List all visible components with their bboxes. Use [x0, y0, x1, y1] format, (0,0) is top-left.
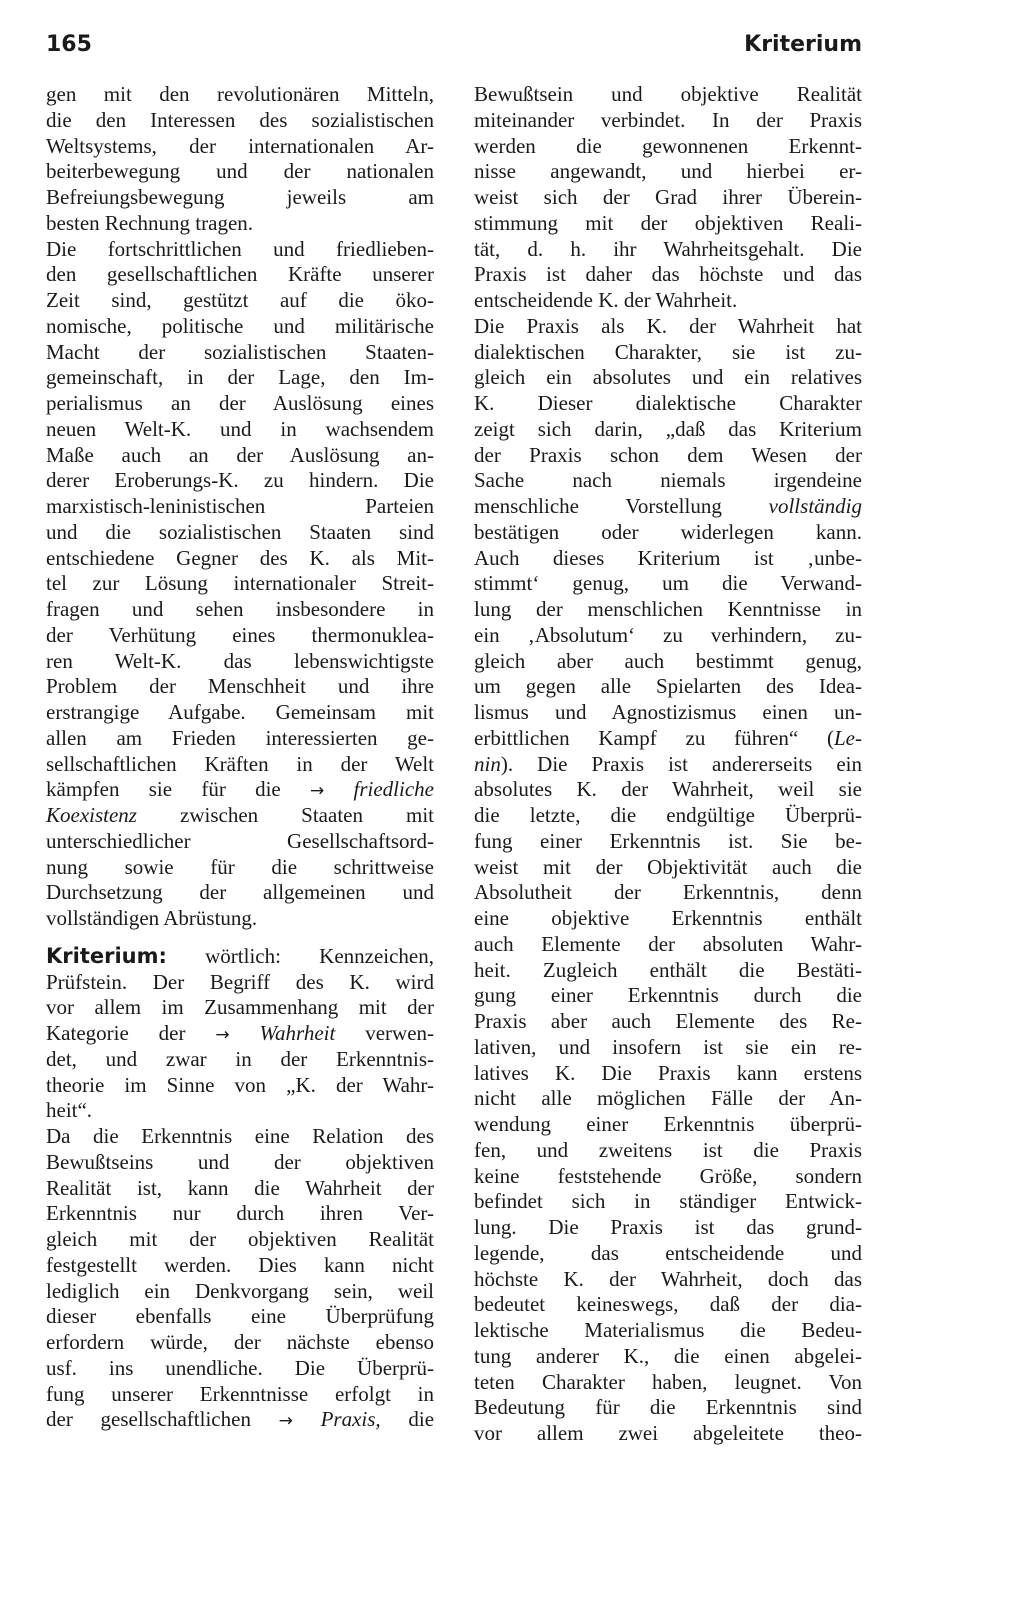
text-line: bedeutet keineswegs, daß der dia-: [474, 1292, 862, 1317]
text-line: weist mit der Objektivität auch die: [474, 854, 862, 879]
emphasis-text: nin: [474, 751, 501, 776]
text-line: gleich aber auch bestimmt genug,: [474, 648, 862, 673]
text-line: der Praxis schon dem Wesen der: [474, 442, 862, 467]
text-line: um gegen alle Spielarten des Idea-: [474, 674, 862, 699]
text-line: dialektischen Charakter, sie ist zu-: [474, 339, 862, 364]
text-line: lektische Materialismus die Bedeu-: [474, 1318, 862, 1342]
text-line: marxistisch-leninistischen Parteien: [46, 494, 434, 518]
text-segment: verwen-: [365, 1021, 435, 1045]
cross-reference-link[interactable]: Koexistenz: [46, 803, 137, 827]
text-line: gung einer Erkenntnis durch die: [474, 983, 862, 1008]
text-line: Zeit sind, gestützt auf die öko-: [46, 288, 434, 312]
text-line: entschiedene Gegner des K. als Mit-: [46, 545, 434, 570]
text-line: fung unserer Erkenntnisse erfolgt in: [46, 1381, 434, 1406]
text-line: [474, 726, 862, 752]
text-line: festgestellt werden. Dies kann nicht: [46, 1252, 434, 1277]
text-line: lediglich ein Denkvorgang sein, weil: [46, 1278, 434, 1303]
text-line: bestätigen oder widerlegen kann.: [474, 519, 862, 544]
text-line: gemeinschaft, in der Lage, den Im-: [46, 365, 434, 390]
text-line: lung. Die Praxis ist das grund-: [474, 1215, 862, 1239]
right-arrow-icon: →: [278, 1411, 293, 1432]
page-header: [46, 32, 862, 68]
text-line: Realität ist, kann die Wahrheit der: [46, 1175, 434, 1200]
text-line: dieser ebenfalls eine Überprüfung: [46, 1304, 434, 1329]
text-line: Maße auch an der Auslösung an-: [46, 442, 434, 467]
text-line: [46, 777, 434, 803]
text-line: den gesellschaftlichen Kräfte unserer: [46, 262, 434, 287]
text-line: beiterbewegung und der nationalen: [46, 159, 434, 184]
text-line: K. Dieser dialektische Charakter: [474, 391, 862, 415]
text-line: sellschaftlichen Kräften in der Welt: [46, 751, 434, 776]
text-line: Bewußtseins und der objektiven: [46, 1149, 434, 1174]
text-line: auch Elemente der absoluten Wahr-: [474, 931, 862, 956]
text-line: nung sowie für die schrittweise: [46, 854, 434, 879]
text-segment: zwischen Staaten mit: [180, 803, 435, 827]
left-column: [46, 82, 434, 1433]
text-line: besten Rechnung tragen.: [46, 210, 254, 235]
text-line: [474, 494, 862, 520]
text-line: die den Interessen des sozialistischen: [46, 107, 434, 132]
text-line: vor allem im Zusammenhang mit der: [46, 995, 434, 1020]
text-line: und die sozialistischen Staaten sind: [46, 519, 434, 544]
text-line: Prüfstein. Der Begriff des K. wird: [46, 969, 434, 994]
text-line: Auch dieses Kriterium ist ‚unbe-: [474, 545, 862, 570]
text-line: allen am Frieden interessierten ge-: [46, 725, 434, 750]
text-line: Sache nach niemals irgendeine: [474, 468, 862, 493]
text-line: tel zur Lösung internationaler Streit-: [46, 571, 434, 596]
text-line: Da die Erkenntnis eine Relation des: [46, 1124, 434, 1148]
text-line: vor allem zwei abgeleitete theo-: [474, 1421, 862, 1445]
cross-reference-link[interactable]: Praxis,: [320, 1407, 381, 1432]
text-line: [474, 752, 862, 778]
text-line: tät, d. h. ihr Wahrheitsgehalt. Die: [474, 236, 862, 261]
right-arrow-icon: →: [215, 1025, 230, 1045]
text-line: eine objektive Erkenntnis enthält: [474, 906, 862, 930]
text-line: Bedeutung für die Erkenntnis sind: [474, 1395, 862, 1420]
text-line: Die fortschrittlichen und friedlieben-: [46, 236, 434, 261]
text-line: Praxis ist daher das höchste und das: [474, 262, 862, 287]
text-line: neuen Welt-K. und in wachsendem: [46, 416, 434, 441]
running-head: Kriterium: [744, 32, 862, 57]
text-segment: die: [408, 1407, 435, 1432]
text-line: der Verhütung eines thermonuklea-: [46, 622, 434, 647]
text-line: zeigt sich darin, „daß das Kriterium: [474, 416, 862, 441]
text-line: Weltsystems, der internationalen Ar-: [46, 133, 434, 158]
text-line: stimmt‘ genug, um die Verwand-: [474, 571, 862, 596]
text-line: erstrangige Aufgabe. Gemeinsam mit: [46, 700, 434, 724]
text-line: weist sich der Grad ihrer Überein-: [474, 185, 862, 209]
text-line: erfordern würde, der nächste ebenso: [46, 1330, 434, 1354]
text-line: keine feststehende Größe, sondern: [474, 1163, 862, 1188]
emphasis-text: Le-: [834, 725, 862, 750]
text-line: derer Eroberungs-K. zu hindern. Die: [46, 468, 434, 493]
text-line: heit. Zugleich enthält die Bestäti-: [474, 957, 862, 982]
text-line: Durchsetzung der allgemeinen und: [46, 880, 434, 905]
text-line: [46, 1407, 434, 1433]
text-line: gleich mit der objektiven Realität: [46, 1227, 434, 1251]
entry-term: Kriterium:: [46, 943, 167, 968]
text-line: fen, und zweitens ist die Praxis: [474, 1137, 862, 1162]
cross-reference-link[interactable]: Wahrheit: [259, 1021, 336, 1045]
text-line: legende, das entscheidende und: [474, 1240, 862, 1265]
text-line: [46, 1021, 434, 1047]
text-line: Macht der sozialistischen Staaten-: [46, 339, 434, 364]
text-line: Erkenntnis nur durch ihren Ver-: [46, 1201, 434, 1226]
text-segment: wörtlich: Kennzeichen,: [205, 943, 435, 968]
text-line: entscheidende K. der Wahrheit.: [474, 288, 738, 312]
text-line: tung anderer K., die einen abgelei-: [474, 1343, 862, 1368]
text-line: werden die gewonnenen Erkennt-: [474, 133, 862, 158]
text-line: Praxis aber auch Elemente des Re-: [474, 1009, 862, 1033]
text-line: gen mit den revolutionären Mitteln,: [46, 82, 434, 106]
text-segment: kämpfen sie für die: [46, 777, 281, 802]
text-line: höchste K. der Wahrheit, doch das: [474, 1266, 862, 1291]
text-line: lismus und Agnostizismus einen un-: [474, 700, 862, 724]
text-line: lung der menschlichen Kenntnisse in: [474, 597, 862, 621]
text-segment: erbittlichen Kampf zu führen“ (: [474, 725, 834, 750]
text-line: gleich ein absolutes und ein relatives: [474, 365, 862, 390]
text-line: Befreiungsbewegung jeweils am: [46, 185, 434, 209]
text-line: fragen und sehen insbesondere in: [46, 597, 434, 621]
text-line: heit“.: [46, 1098, 93, 1123]
text-line: [46, 803, 434, 829]
text-line: die letzte, die endgültige Überprü-: [474, 803, 862, 827]
right-arrow-icon: →: [310, 781, 325, 802]
text-segment: ). Die Praxis ist andererseits ein: [500, 751, 862, 776]
text-segment: Kategorie der: [46, 1021, 186, 1045]
text-line: latives K. Die Praxis kann erstens: [474, 1060, 862, 1085]
text-segment: der gesellschaftlichen: [46, 1407, 251, 1432]
text-line: wendung einer Erkenntnis überprü-: [474, 1112, 862, 1136]
emphasis-text: vollständig: [768, 494, 862, 518]
text-line: vollständigen Abrüstung.: [46, 906, 258, 930]
text-line: unterschiedlicher Gesellschaftsord-: [46, 828, 434, 853]
text-line: theorie im Sinne von „K. der Wahr-: [46, 1072, 434, 1097]
text-line: befindet sich in ständiger Entwick-: [474, 1189, 862, 1214]
text-line: det, und zwar in der Erkenntnis-: [46, 1046, 434, 1071]
text-line: ren Welt-K. das lebenswichtigste: [46, 648, 434, 673]
text-line: miteinander verbindet. In der Praxis: [474, 107, 862, 132]
text-line: [46, 944, 434, 970]
text-line: nomische, politische und militärische: [46, 313, 434, 338]
text-line: Problem der Menschheit und ihre: [46, 674, 434, 699]
text-line: absolutes K. der Wahrheit, weil sie: [474, 777, 862, 802]
text-line: fung einer Erkenntnis ist. Sie be-: [474, 828, 862, 853]
text-line: usf. ins unendliche. Die Überprü-: [46, 1355, 434, 1380]
right-column: [474, 82, 862, 1447]
text-line: nicht alle möglichen Fälle der An-: [474, 1086, 862, 1111]
text-line: nisse angewandt, und hierbei er-: [474, 159, 862, 184]
text-line: ein ‚Absolutum‘ zu verhindern, zu-: [474, 622, 862, 647]
text-segment: menschliche Vorstellung: [474, 494, 722, 518]
text-line: perialismus an der Auslösung eines: [46, 391, 434, 415]
cross-reference-link[interactable]: friedliche: [353, 777, 434, 802]
text-line: Bewußtsein und objektive Realität: [474, 82, 862, 106]
text-line: stimmung mit der objektiven Reali-: [474, 210, 862, 235]
text-line: Absolutheit der Erkenntnis, denn: [474, 880, 862, 905]
text-line: teten Charakter haben, leugnet. Von: [474, 1369, 862, 1394]
text-line: Die Praxis als K. der Wahrheit hat: [474, 313, 862, 338]
text-line: lativen, und insofern ist sie ein re-: [474, 1034, 862, 1059]
page-number: 165: [46, 32, 92, 57]
